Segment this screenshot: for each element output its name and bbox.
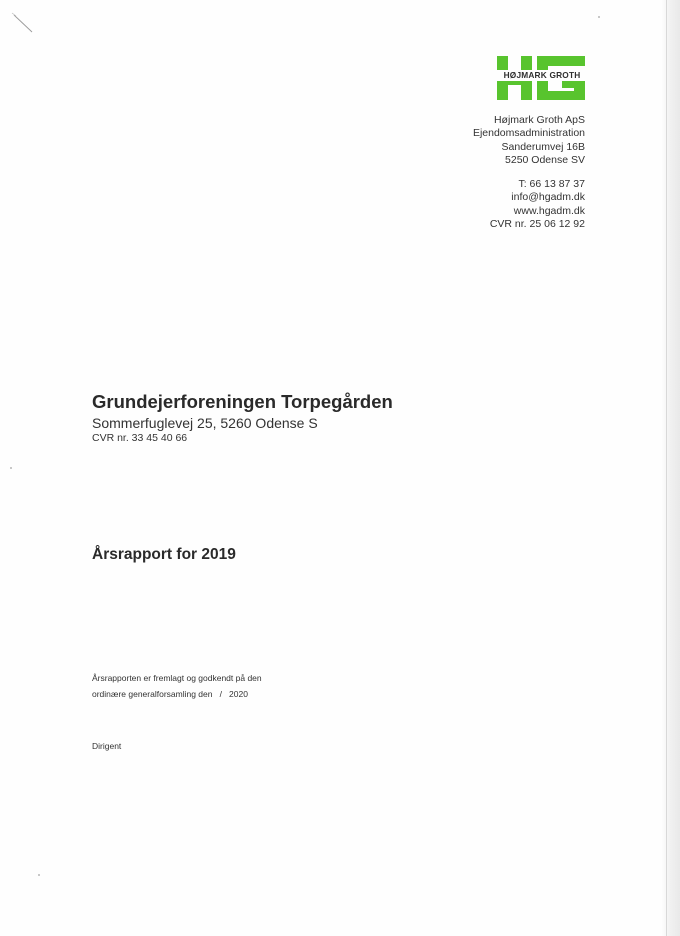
scan-speck [38,874,40,876]
company-contact-block [490,178,585,232]
organization-name: Grundejerforeningen Torpegården [92,391,393,412]
company-logo [497,56,587,100]
email-line: info@hgadm.dk [511,191,585,204]
page-edge-line [666,0,667,936]
approval-line: Årsrapporten er fremlagt og godkendt på den [92,673,262,683]
scan-speck [598,16,600,18]
website-line: www.hgadm.dk [513,204,585,217]
page-edge-shadow [662,0,680,936]
logo-brand-text: HØJMARK GROTH [497,70,587,81]
address-line: 5250 Odense SV [505,154,585,167]
address-line: Ejendomsadministration [472,127,585,140]
approval-statement [92,670,262,702]
company-address-block [473,114,585,168]
phone-line: T: 66 13 87 37 [518,178,585,190]
signature-label: Dirigent [92,741,122,751]
organization-cvr: CVR nr. 33 45 40 66 [92,432,188,444]
address-line: Sanderumvej 16B [501,140,585,153]
corner-scan-mark [10,10,36,36]
scan-speck [10,467,12,469]
address-line: Højmark Groth ApS [493,114,585,126]
organization-address: Sommerfuglevej 25, 5260 Odense S [92,415,318,431]
company-cvr-line: CVR nr. 25 06 12 92 [489,218,585,231]
approval-line: ordinære generalforsamling den / 2020 [92,689,248,699]
report-title: Årsrapport for 2019 [92,546,236,563]
